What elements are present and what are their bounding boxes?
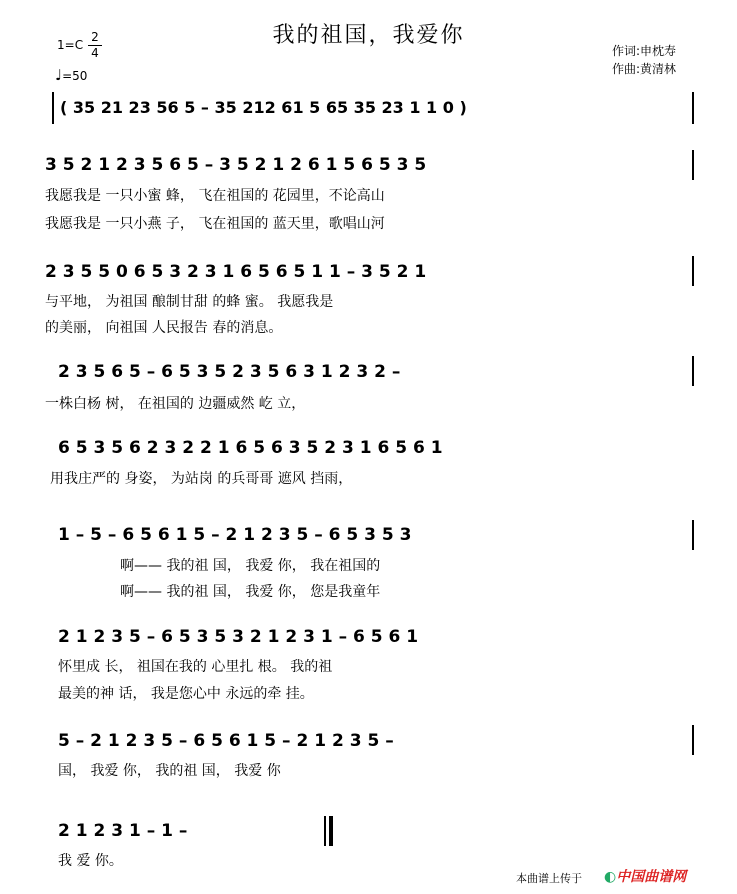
barline [52,92,54,124]
barline [692,150,694,180]
lyric-system-8-verse-1: 我 爱 你。 [58,853,123,869]
lyric-system-5-verse-2: 啊—— 我的祖 国， 我爱 你， 您是我童年 [120,584,381,600]
time-sig-top: 2 [91,30,99,44]
time-sig-bottom: 4 [88,45,102,60]
lyric-system-6-verse-2: 最美的神 话， 我是您心中 永远的牵 挂。 [58,686,314,702]
lyric-system-1-verse-1: 我愿我是 一只小蜜 蜂， 飞在祖国的 花园里，不论高山 [45,188,385,204]
notes-system-5: 1 – 5 – 6 5 6 1 5 – 2 1 2 3 5 – 6 5 3 5 3 [58,525,412,545]
song-title: 我的祖国，我爱你 [272,23,465,48]
notes-system-8: 2 1 2 3 1 – 1 – [58,821,188,841]
notes-system-6: 2 1 2 3 5 – 6 5 3 5 3 2 1 2 3 1 – 6 5 6 1 [58,627,419,647]
lyric-system-1-verse-2: 我愿我是 一只小燕 子， 飞在祖国的 蓝天里，歌唱山河 [45,216,385,232]
tempo-value: =50 [62,69,88,83]
lyric-system-2-verse-1: 与平地， 为祖国 酿制甘甜 的蜂 蜜。 我愿我是 [45,294,334,310]
upload-notice: 本曲谱上传于 [516,872,582,885]
lyric-system-7-verse-1: 国， 我爱 你， 我的祖 国， 我爱 你 [58,763,281,779]
barline [692,356,694,386]
final-barline-thin [324,816,326,846]
notes-system-2: 2 3 5 5 0 6 5 3 2 3 1 6 5 6 5 1 1 – 3 5 2 1 [45,262,427,282]
site-logo [604,866,686,886]
barline [692,92,694,124]
lyric-system-4-verse-1: 用我庄严的 身姿， 为站岗 的兵哥哥 遮风 挡雨， [50,471,353,487]
barline [692,256,694,286]
composer: 作曲:黄清林 [612,62,677,76]
notes-system-4: 6 5 3 5 6 2 3 2 2 1 6 5 6 3 5 2 3 1 6 5 6 1 [58,438,443,458]
lyric-system-5-verse-1: 啊—— 我的祖 国， 我爱 你， 我在祖国的 [120,558,381,574]
tempo-marking [55,66,87,84]
final-barline-thick [329,816,333,846]
lyric-system-6-verse-1: 怀里成 长， 祖国在我的 心里扎 根。 我的祖 [58,659,333,675]
lyricist: 作词:申枕寿 [612,44,677,58]
intro-notes: ( 35 21 23 56 5 – 35 212 61 5 65 35 23 1 1 0 ) [60,98,467,117]
logo-mark-icon: ◐ [604,869,617,885]
time-signature [88,30,102,60]
barline [692,520,694,550]
quarter-note-icon: ♩ [55,66,63,84]
notes-system-1: 3 5 2 1 2 3 5 6 5 – 3 5 2 1 2 6 1 5 6 5 3 5 [45,155,427,175]
lyric-system-2-verse-2: 的美丽， 向祖国 人民报告 春的消息。 [45,320,283,336]
notes-system-7: 5 – 2 1 2 3 5 – 6 5 6 1 5 – 2 1 2 3 5 – [58,731,394,751]
key-signature: 1=C [57,38,84,52]
notes-system-3: 2 3 5 6 5 – 6 5 3 5 2 3 5 6 3 1 2 3 2 – [58,362,401,382]
lyric-system-3-verse-1: 一株白杨 树， 在祖国的 边疆威然 屹 立， [45,396,306,412]
barline [692,725,694,755]
site-logo-text: 中国曲谱网 [616,869,687,885]
